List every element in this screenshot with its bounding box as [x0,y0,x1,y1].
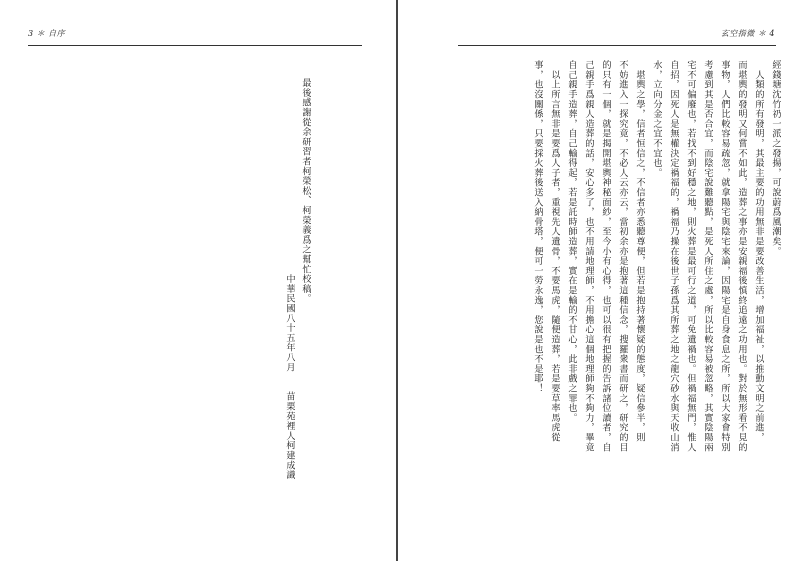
right-page-header: 玄空指微 ＊ 4 [720,29,775,38]
text-column: 己親手爲親人造葬的話，安心多了，也不用請地理師，不用擔心這個地理師夠不夠力，畢竟 [583,60,594,452]
text-column: 的只有一個，就是揭開堪輿神秘面紗，至今小有心得，也可以很有把握的告訴諸位讀者，自 [600,60,611,452]
right-page-text [526,60,781,515]
acknowledgement-column: 最後感謝從余研習者柯榮松、柯榮義爲之幫忙校稿。 [300,78,311,304]
left-page [0,0,396,561]
text-column: 宅不可偏廢也，若找不到好穩之地，則火葬是最可行之道，可免遺禍也。但禍福無門，惟人 [685,60,696,452]
date-signature-column: 中華民國八十五年八月 苗栗苑裡人柯建成識 [284,274,295,480]
text-column: 以上所言無非是要爲人子者，重視先人遺骨，不要馬虎，隨便造葬，若是要草率馬虎從 [549,60,560,443]
right-page [398,0,793,561]
text-column: 人類的所有發明，其最主要的功用無非是要改善生活，增加福祉，以推動文明之前進， [753,60,764,443]
right-header-rule [458,45,776,46]
text-column: 事物，人們比較容易疏忽，就拿陽宅與陰宅來論，因陽宅是自身食息之所，所以大家會特別 [719,60,730,452]
text-column: 水，立向分金之宜不宜也。 [651,60,662,178]
text-column: 而堪輿的發明又何嘗不如此，造葬之事亦是安親福後慎終追遠之功用也。對於無形看不見的 [736,60,747,452]
text-column: 事，也沒關係，只要採火葬後送入納骨塔，便可一勞永逸，您說是也不是耶！ [532,60,543,394]
left-header-rule [28,45,362,46]
text-column: 考慮到其是否合宜，而陰宅說難聽點，是死人所住之處，所以比較容易被忽略，其實陰陽兩 [702,60,713,452]
text-column: 自招，因死人是無權決定禍福的，禍福乃操在後世子孫爲其所葬之地之龍穴砂水與天收山消 [668,60,679,452]
left-page-text [189,78,311,561]
left-page-header: 3 ＊ 自序 [28,29,66,38]
text-column: 自己親手造葬，自己輸得起，若是託時師造葬，實在是輸的不甘心，此非戲之罪也。 [566,60,577,423]
text-column: 堪輿之學，信者恒信之，不信者亦悉聽尊便，但若是抱持著懷疑的態度，疑信參半，則 [634,60,645,443]
text-column: 不妨進入一探究竟，不必人云亦云，當初余亦是抱著這種信念，搜羅衆書而研之，研究的目 [617,60,628,452]
text-column: 經錢塘沈竹礽一派之發揚，可說蔚爲風潮矣。 [770,60,781,256]
